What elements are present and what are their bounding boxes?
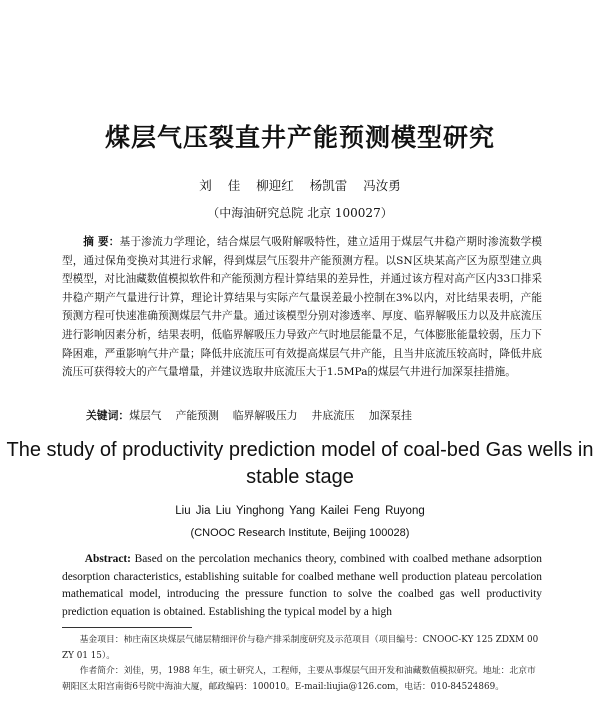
authors-cn: 刘 佳 柳迎红 杨凯雷 冯汝勇 <box>199 178 401 193</box>
footnote <box>62 633 542 695</box>
keyword-item: 产能预测 <box>175 409 219 422</box>
affiliation-en: (CNOOC Research Institute, Beijing 100028) <box>190 527 410 539</box>
keywords-cn <box>86 408 546 423</box>
keyword-item: 煤层气 <box>129 409 162 422</box>
keyword-item: 临界解吸压力 <box>232 409 298 422</box>
footnote-divider <box>62 627 192 628</box>
keyword-item: 井底流压 <box>311 409 355 422</box>
paper-title-cn: 煤层气压裂直井产能预测模型研究 <box>104 123 495 152</box>
abstract-cn-text: 基于渗流力学理论，结合煤层气吸附解吸特性，建立适用于煤层气井稳产期时渗流数学模型，通过保角变换对其进行求解，得到煤层气压裂井产能预测方程。以SN区块某高产区为原型建立典型模型，对比油藏数值模拟软件和产能预测方程计算结果的差异性，并通过该方程对高产区内33口排采井稳产期产气量进行计算，理论计算结果与实际产气量误差最小控制在3%以内，对比结果表明，产能预测方程可快速准确预测煤层气井产量。通过该模型分别对渗透率、厚度、临界解吸压力以及井底流压进行影响因素分析，结果表明，低临界解吸压力导致产气时地层能量不足，气体膨胀能量较弱，压力下降困难，严重影响气井产量；降低井底流压可有效提高煤层气井产能，且当井底流压较高时，降低井底流压可获得较大的产气量增量，并建议选取井底流压大于1.5MPa的煤层气井进行加深泵挂措施。 <box>62 236 542 379</box>
footnote-fund: 基金项目：柿庄南区块煤层气储层精细评价与稳产排采制度研究及示范项目（项目编号：CNOOC-KY 125 ZDXM 00 ZY 01 15）。 <box>62 635 539 661</box>
abstract-cn <box>62 233 542 382</box>
abstract-en <box>62 551 542 621</box>
paper-title-en: The study of productivity prediction model of coal-bed Gas wells in stable stage <box>6 439 594 488</box>
abstract-cn-label: 摘 要： <box>83 236 120 248</box>
abstract-en-text: Based on the percolation mechanics theory, combined with coalbed methane adsorption desorption characteristics, establishing suitable for coalbed methane well production plateau percolation mathematical model, introducing the pressure function to solve the coalbed gas well productivity prediction equation is obtained. Establishing the typical model by a high <box>62 553 542 618</box>
footnote-author: 作者简介：刘佳，男，1988 年生，硕士研究人，工程师，主要从事煤层气田开发和油藏数值模拟研究。地址：北京市朝阳区太阳宫南街6号院中海油大厦，邮政编码：100010。E-mail:liujia@126.com，电话：010-84524869。 <box>62 666 536 692</box>
abstract-en-label: Abstract: <box>84 553 131 565</box>
keyword-item: 加深泵挂 <box>368 409 412 422</box>
keywords-cn-label: 关键词： <box>86 409 130 422</box>
authors-en: Liu Jia Liu Yinghong Yang Kailei Feng Ruyong <box>175 505 425 517</box>
affiliation-cn: （中海油研究总院 北京 100027） <box>207 206 393 220</box>
